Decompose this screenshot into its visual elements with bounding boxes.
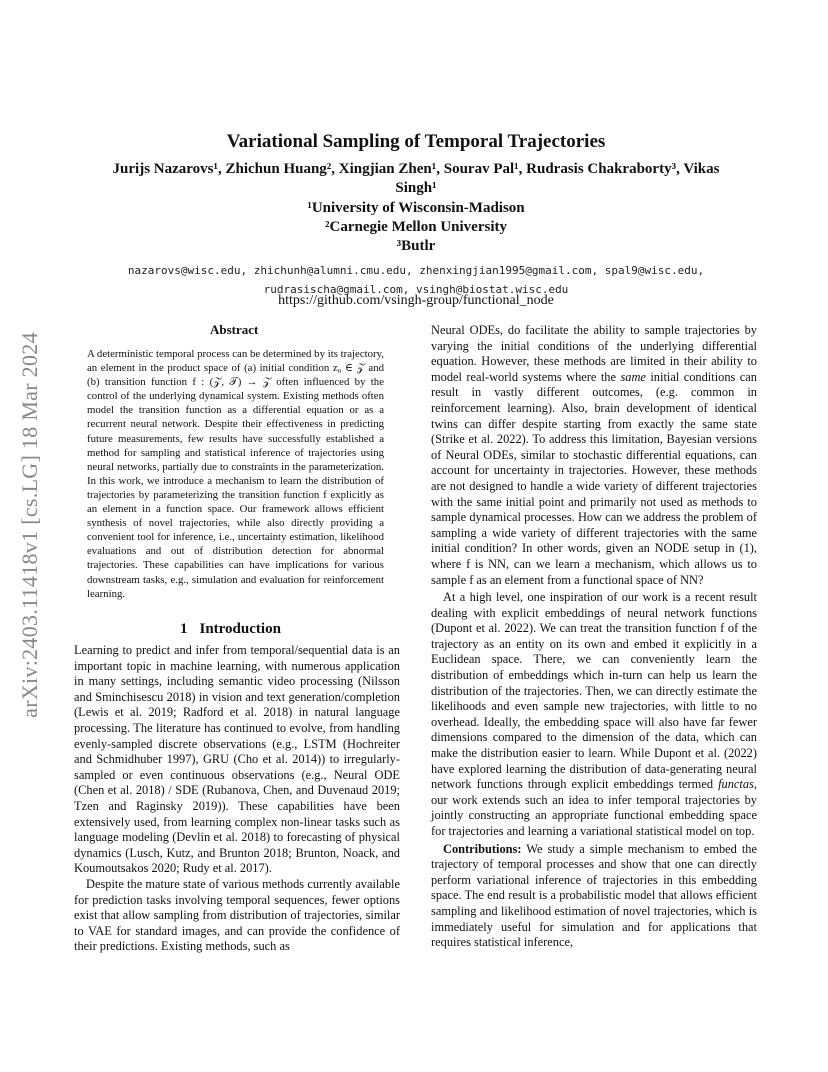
abstract-heading: Abstract (210, 322, 259, 337)
right-paragraph-1: Neural ODEs, do facilitate the ability to sample trajectories by varying the initial conditions of the underlying differential equation. However, these methods are limited in their ability to model real-world systems where the same initial conditions can result in vastly different outcomes, (e.g. common in reinforcement learning). Also, brain development of identical twins can differ despite starting from exactly the same state (Strike et al. 2022). To address this limitation, Bayesian versions of Neural ODEs, similar to stochastic differential equations, can account for uncertainty in trajectories. However, these methods are not designed to handle a wide variety of different trajectories with the same initial point and primarily not used as methods to sample dynamical processes. How can we address the problem of sampling a wide variety of different trajectories with the same initial condition? In other words, given an NODE setup in (1), where f is NN, can we learn a mechanism, which allows us to sample f as an element from a functional space of NN? (431, 323, 757, 587)
section-number: 1 (180, 621, 188, 637)
intro-paragraph-1: Learning to predict and infer from temporal/sequential data is an important topic in machine learning, with numerous application in many settings, including semantic video processing (Nilsson and Sminchisescu 2018) in vision and text generation/completion (Lewis et al. 2019; Radford et al. 2018) in natural language processing. The literature has continued to evolve, from handling evenly-sampled discrete observations (e.g., LSTM (Hochreiter and Schmidhuber 1997), GRU (Cho et al. 2014)) to irregularly-sampled or even continuous observations (e.g., Neural ODE (Chen et al. 2018) / SDE (Rubanova, Chen, and Duvenaud 2019; Tzen and Raginsky 2019)). These capabilities have been extensively used, from learning complex non-linear tasks such as language modeling (Devlin et al. 2018) to forecasting of physical dynamics (Lusch, Kutz, and Brunton 2018; Brunton, Noack, and Koumoutsakos 2020; Rudy et al. 2017). (74, 643, 400, 876)
right-paragraph-2: At a high level, one inspiration of our work is a recent result dealing with explicit embeddings of neural network functions (Dupont et al. 2022). We can treat the transition function f of the trajectory as an entity on its own and embed it explicitly in a Euclidean space. There, we can conveniently learn the distribution of embeddings which in-turn can help us learn the distribution of the trajectories. Then, we can directly estimate the likelihoods and even sample new trajectories, with little to no overhead. Ideally, the embedding space will also have far fewer dimensions compared to the dimension of the data, which can make the distribution easier to learn. While Dupont et al. (2022) have explored learning the distribution of data-generating neural network functions through explicit embeddings termed functas, our work extends such an idea to infer temporal trajectories by jointly constructing an appropriate functional embedding space for trajectories and learning a variational statistical model on top. (431, 590, 757, 838)
arxiv-id-text: arXiv:2403.11418v1 [cs.LG] 18 Mar 2024 (17, 332, 42, 718)
email-line-2: rudrasischa@gmail.com, vsingh@biostat.wisc.edu (263, 283, 569, 296)
contributions-paragraph: Contributions: We study a simple mechanism to embed the trajectory of temporal processes and show that one can directly perform variational inference of trajectories in this embedding space. The end result is a probabilistic model that allows efficient sampling and likelihood estimation of novel trajectories, which is immediately useful for simulation and for applications that requires statistical inference, (431, 841, 757, 950)
affiliation-1: ¹University of Wisconsin-Madison (307, 200, 525, 216)
email-line-1: nazarovs@wisc.edu, zhichunh@alumni.cmu.edu, zhenxingjian1995@gmail.com, spal9@wisc.edu, (127, 264, 705, 277)
author-line-2: Singh¹ (395, 180, 437, 196)
paper-title: Variational Sampling of Temporal Trajectories (226, 131, 606, 152)
section-title: Introduction (199, 621, 281, 637)
section-heading-introduction (180, 621, 281, 638)
code-url-link[interactable]: https://github.com/vsingh-group/functional_node (278, 293, 554, 308)
author-line-1: Jurijs Nazarovs¹, Zhichun Huang², Xingjian Zhen¹, Sourav Pal¹, Rudrasis Chakraborty³, Vikas (112, 161, 720, 177)
affiliation-2: ²Carnegie Mellon University (325, 219, 507, 235)
abstract-text: A deterministic temporal process can be determined by its trajectory, an element in the product space of (a) initial condition z₀ ∈ 𝒵 and (b) transition function f : (𝒵, 𝒯) → 𝒵 often influenced by the control of the underlying dynamical system. Existing methods often model the transition function as a differential equation or as a recurrent neural network. Despite their effectiveness in predicting future measurements, few results have successfully established a method for sampling and statistical inference of trajectories using neural networks, partially due to constraints in the parameterization. In this work, we introduce a mechanism to learn the distribution of trajectories by parameterizing the transition function f explicitly as an element in a function space. Our framework allows efficient synthesis of novel trajectories, while also directly providing a convenient tool for inference, i.e., uncertainty estimation, likelihood evaluations and out of distribution detection for abnormal trajectories. These capabilities can have implications for various downstream tasks, e.g., simulation and evaluation for reinforcement learning. (87, 348, 384, 600)
right-column-body (431, 323, 757, 951)
author-list (74, 160, 758, 198)
contributions-label: Contributions: (443, 841, 522, 856)
arxiv-side-label (10, 290, 50, 760)
intro-paragraph-2: Despite the mature state of various methods currently available for prediction tasks involving temporal sequences, fewer options exist that allow sampling from distribution of trajectories, similar to VAE for standard images, and can provide the confidence of their predictions. Existing methods, such as (74, 876, 400, 954)
affiliation-3: ³Butlr (396, 238, 436, 254)
left-column-body (74, 643, 400, 955)
